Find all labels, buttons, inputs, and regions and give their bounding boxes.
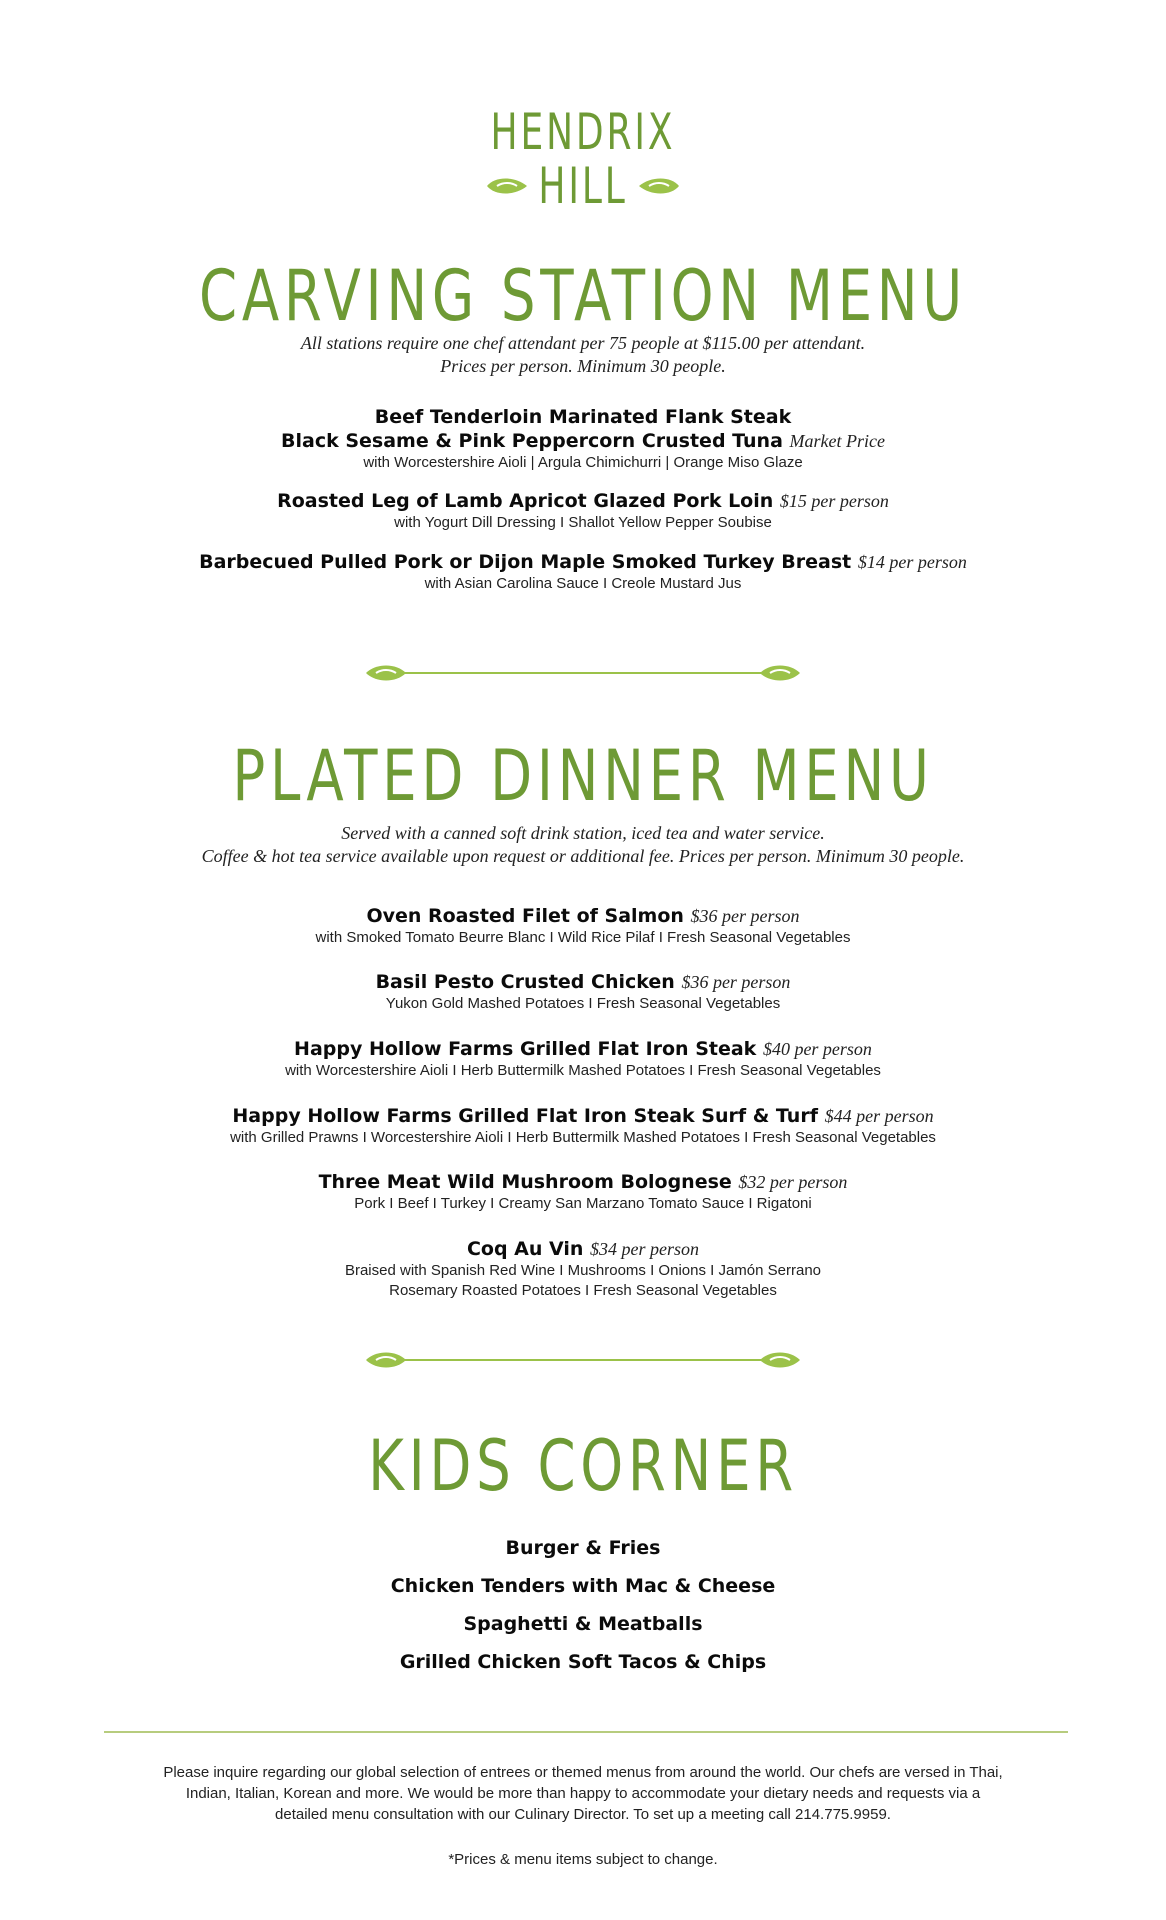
item-name-line — [0, 1037, 1166, 1061]
item-name: Happy Hollow Farms Grilled Flat Iron Steak Surf & Turf — [232, 1105, 818, 1127]
item-price: $14 per person — [857, 552, 967, 572]
item-desc: with Asian Carolina Sauce I Creole Mustard Jus — [424, 575, 742, 592]
item-desc: Pork I Beef I Turkey I Creamy San Marzano Tomato Sauce I Rigatoni — [354, 1195, 812, 1212]
item-name-line — [0, 550, 1166, 574]
brand-logo — [0, 105, 1166, 213]
item-desc: with Smoked Tomato Beurre Blanc I Wild Rice Pilaf I Fresh Seasonal Vegetables — [315, 929, 851, 946]
leaf-left-icon — [485, 176, 529, 196]
plated-item — [0, 970, 1166, 1014]
item-name-line — [0, 904, 1166, 928]
item-price: $36 per person — [681, 972, 791, 992]
carving-item — [0, 550, 1166, 594]
footer-line2: Indian, Italian, Korean and more. We would be more than happy to accommodate your dietary needs and requests via a — [185, 1785, 981, 1802]
kids-title: KIDS CORNER — [368, 1425, 798, 1507]
plated-item — [0, 1237, 1166, 1301]
carving-title: CARVING STATION MENU — [199, 255, 967, 337]
item-price: $40 per person — [762, 1039, 872, 1059]
carving-intro — [0, 332, 1166, 378]
item-name-line — [0, 489, 1166, 513]
price-note: *Prices & menu items subject to change. — [448, 1851, 718, 1868]
carving-intro-line1: All stations require one chef attendant per 75 people at $115.00 per attendant. — [300, 333, 866, 353]
item-name-line2 — [0, 429, 1166, 453]
carving-item — [0, 489, 1166, 533]
list-item: Grilled Chicken Soft Tacos & Chips — [399, 1651, 767, 1673]
item-desc-line2: Rosemary Roasted Potatoes I Fresh Seasonal Vegetables — [389, 1282, 777, 1299]
leaf-divider — [362, 661, 804, 685]
item-desc: Yukon Gold Mashed Potatoes I Fresh Seasonal Vegetables — [385, 995, 781, 1012]
item-name: Beef Tenderloin Marinated Flank Steak — [374, 406, 792, 428]
item-name-text: Black Sesame & Pink Peppercorn Crusted Tuna — [281, 430, 783, 452]
carving-intro-line2: Prices per person. Minimum 30 people. — [440, 356, 726, 376]
plated-title: PLATED DINNER MENU — [232, 735, 934, 817]
item-price: $32 per person — [738, 1172, 848, 1192]
footer-rule — [104, 1731, 1068, 1733]
item-name: Happy Hollow Farms Grilled Flat Iron Steak — [294, 1038, 757, 1060]
item-price: $34 per person — [590, 1239, 700, 1259]
leaf-right-icon — [637, 176, 681, 196]
list-item: Spaghetti & Meatballs — [463, 1613, 703, 1635]
footer-line1: Please inquire regarding our global selection of entrees or themed menus from around the world. Our chefs are versed in Thai, — [163, 1764, 1003, 1781]
plated-intro-line2: Coffee & hot tea service available upon request or additional fee. Prices per person. Minimum 30 people. — [201, 846, 965, 866]
item-name: Three Meat Wild Mushroom Bolognese — [318, 1171, 732, 1193]
brand-line2: HILL — [538, 157, 628, 215]
item-name-line — [0, 1104, 1166, 1128]
item-price: Market Price — [789, 431, 885, 451]
kids-list — [0, 1529, 1166, 1681]
leaf-divider — [362, 1348, 804, 1372]
item-name: Oven Roasted Filet of Salmon — [366, 905, 684, 927]
item-name: Barbecued Pulled Pork or Dijon Maple Smoked Turkey Breast — [199, 551, 852, 573]
item-desc: Braised with Spanish Red Wine I Mushrooms I Onions I Jamón Serrano — [344, 1262, 822, 1279]
plated-item — [0, 904, 1166, 948]
list-item: Chicken Tenders with Mac & Cheese — [390, 1575, 776, 1597]
plated-intro-line1: Served with a canned soft drink station, iced tea and water service. — [341, 823, 825, 843]
list-item: Burger & Fries — [505, 1537, 661, 1559]
item-name-line — [0, 970, 1166, 994]
item-desc: with Yogurt Dill Dressing I Shallot Yellow Pepper Soubise — [394, 514, 772, 531]
item-name: Basil Pesto Crusted Chicken — [375, 971, 675, 993]
item-name-line — [0, 1237, 1166, 1261]
plated-item — [0, 1037, 1166, 1081]
brand-line1: HENDRIX — [490, 103, 676, 161]
item-desc: with Grilled Prawns I Worcestershire Aioli I Herb Buttermilk Mashed Potatoes I Fresh Seasonal Vegetables — [230, 1129, 936, 1146]
item-price: $36 per person — [690, 906, 800, 926]
footer-text — [120, 1762, 1046, 1825]
item-name: Roasted Leg of Lamb Apricot Glazed Pork Loin — [277, 490, 774, 512]
plated-intro — [0, 822, 1166, 868]
carving-item — [0, 405, 1166, 473]
item-name: Coq Au Vin — [466, 1238, 584, 1260]
plated-item — [0, 1104, 1166, 1148]
item-price: $44 per person — [824, 1106, 934, 1126]
plated-item — [0, 1170, 1166, 1214]
item-price: $15 per person — [779, 491, 889, 511]
footer-line3: detailed menu consultation with our Culinary Director. To set up a meeting call 214.775.9959. — [275, 1806, 891, 1823]
item-desc: with Worcestershire Aioli I Herb Buttermilk Mashed Potatoes I Fresh Seasonal Vegetables — [285, 1062, 881, 1079]
item-desc: with Worcestershire Aioli | Argula Chimichurri | Orange Miso Glaze — [363, 454, 803, 471]
item-name-line — [0, 1170, 1166, 1194]
